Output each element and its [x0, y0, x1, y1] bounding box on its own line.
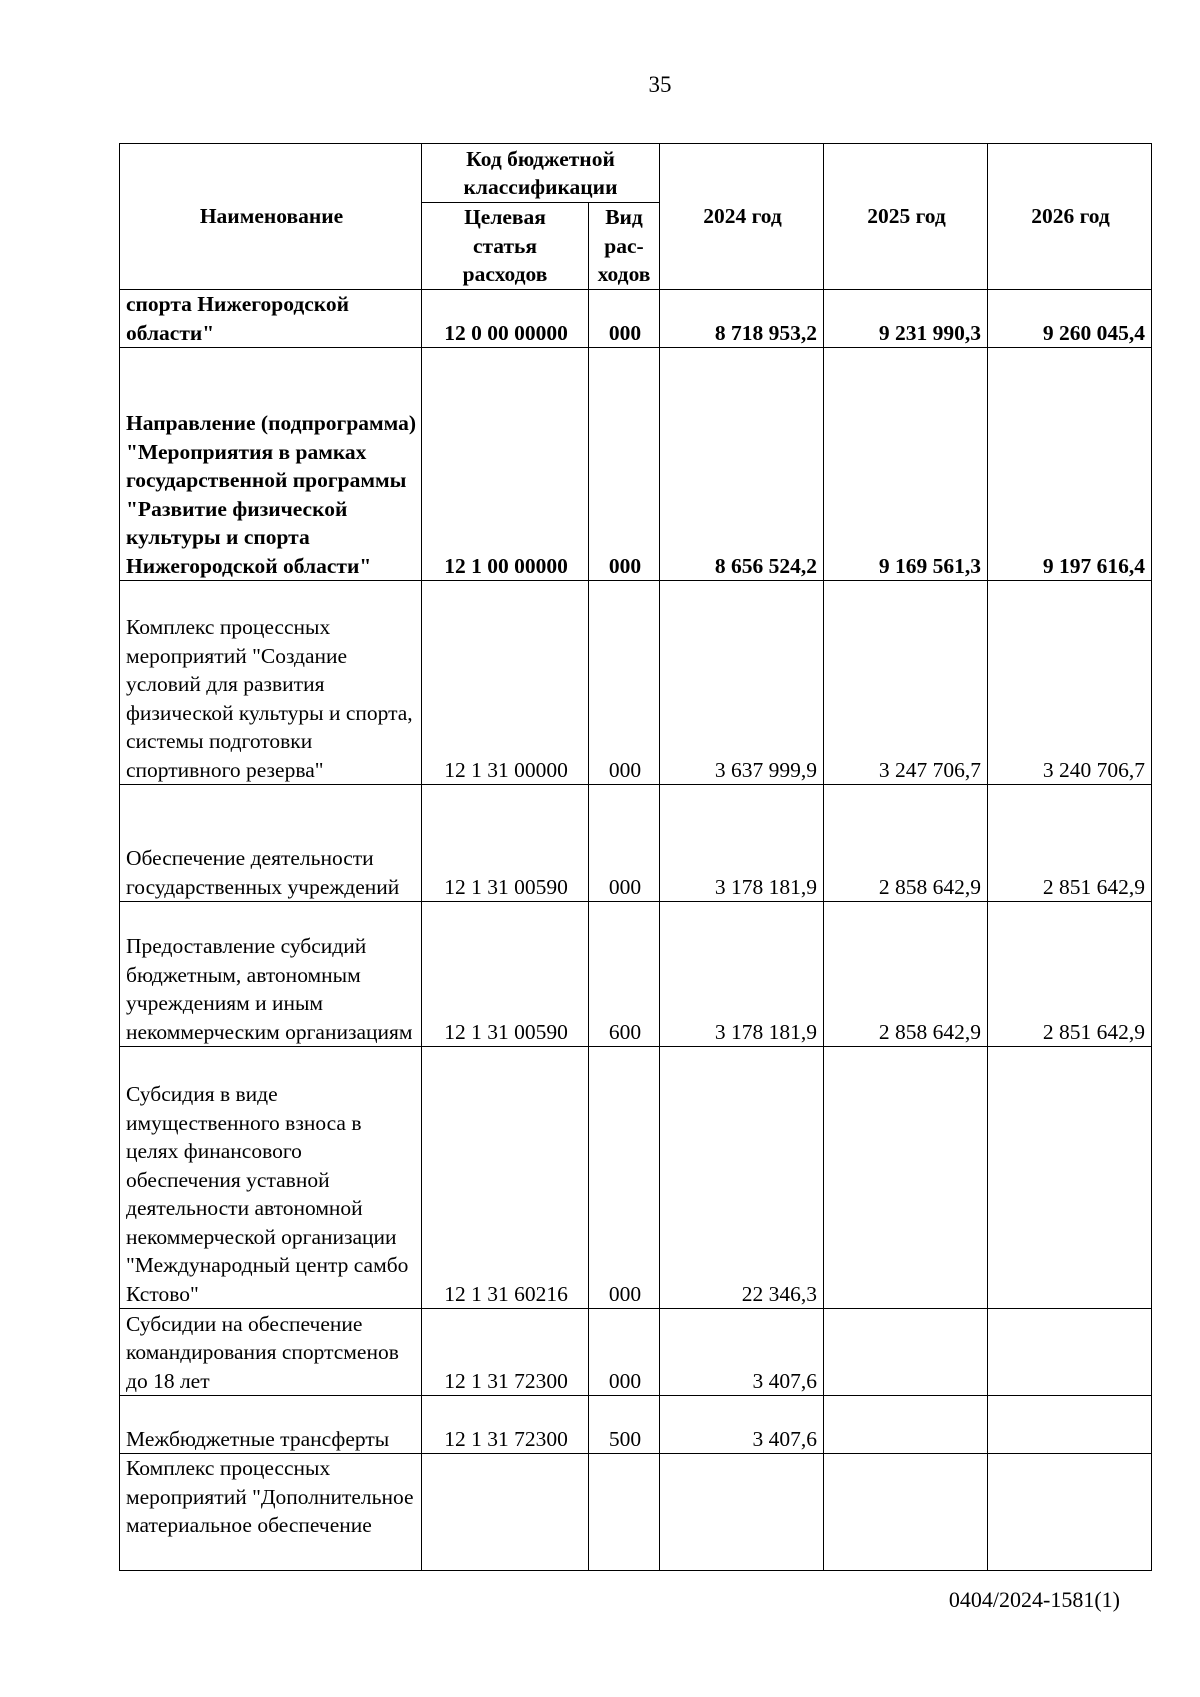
row-2024: 22 346,3 — [660, 1047, 824, 1309]
row-2025 — [824, 1454, 988, 1571]
table-row — [120, 290, 1152, 348]
row-2025: 9 169 561,3 — [824, 348, 988, 581]
row-kind: 000 — [589, 785, 660, 902]
row-2026: 3 240 706,7 — [988, 581, 1152, 785]
row-2024: 8 656 524,2 — [660, 348, 824, 581]
row-2024: 3 407,6 — [660, 1396, 824, 1454]
row-code: 12 1 31 00590 — [422, 785, 589, 902]
row-2025: 2 858 642,9 — [824, 785, 988, 902]
row-code — [422, 1454, 589, 1571]
row-2026: 2 851 642,9 — [988, 902, 1152, 1047]
row-2025: 3 247 706,7 — [824, 581, 988, 785]
row-name: Субсидия в виде имущественного взноса в целях финансового обеспечения уставной деятельности автономной некоммерческой организации "Международный центр самбо Кстово" — [120, 1047, 422, 1309]
row-2025: 9 231 990,3 — [824, 290, 988, 348]
row-2024 — [660, 1454, 824, 1571]
row-2025 — [824, 1309, 988, 1396]
header-name: Наименование — [120, 144, 422, 290]
row-2024: 3 407,6 — [660, 1309, 824, 1396]
table-row — [120, 348, 1152, 581]
row-2024: 3 178 181,9 — [660, 785, 824, 902]
header-2024: 2024 год — [660, 144, 824, 290]
row-2026 — [988, 1396, 1152, 1454]
header-target-article: Целевая статья расходов — [422, 203, 589, 290]
row-code: 12 1 31 72300 — [422, 1309, 589, 1396]
header-code-group: Код бюджетной классификации — [422, 144, 660, 203]
row-2026 — [988, 1309, 1152, 1396]
row-2026: 9 260 045,4 — [988, 290, 1152, 348]
row-name: Комплекс процессных мероприятий "Дополнительное материальное обеспечение — [120, 1454, 422, 1571]
row-name: Комплекс процессных мероприятий "Создание условий для развития физической культуры и спорта, системы подготовки спортивного резерва" — [120, 581, 422, 785]
row-2024: 3 637 999,9 — [660, 581, 824, 785]
row-kind: 000 — [589, 348, 660, 581]
budget-table — [119, 143, 1152, 1571]
table-row — [120, 785, 1152, 902]
header-2026: 2026 год — [988, 144, 1152, 290]
row-code: 12 1 31 00000 — [422, 581, 589, 785]
row-name: Обеспечение деятельности государственных учреждений — [120, 785, 422, 902]
row-2025 — [824, 1047, 988, 1309]
row-kind: 500 — [589, 1396, 660, 1454]
row-name: Межбюджетные трансферты — [120, 1396, 422, 1454]
row-2025: 2 858 642,9 — [824, 902, 988, 1047]
row-code: 12 0 00 00000 — [422, 290, 589, 348]
table-row — [120, 902, 1152, 1047]
row-2026: 2 851 642,9 — [988, 785, 1152, 902]
row-kind: 000 — [589, 290, 660, 348]
row-code: 12 1 31 00590 — [422, 902, 589, 1047]
row-kind: 000 — [589, 1047, 660, 1309]
row-kind: 000 — [589, 1309, 660, 1396]
row-name: Предоставление субсидий бюджетным, автономным учреждениям и иным некоммерческим организациям — [120, 902, 422, 1047]
header-2025: 2025 год — [824, 144, 988, 290]
page-number: 35 — [648, 72, 672, 97]
row-code: 12 1 00 00000 — [422, 348, 589, 581]
row-code: 12 1 31 72300 — [422, 1396, 589, 1454]
row-2025 — [824, 1396, 988, 1454]
table-row — [120, 1047, 1152, 1309]
row-kind: 000 — [589, 581, 660, 785]
table-row — [120, 1396, 1152, 1454]
table-row — [120, 1454, 1152, 1571]
row-2026: 9 197 616,4 — [988, 348, 1152, 581]
row-2026 — [988, 1454, 1152, 1571]
document-registration-code: 0404/2024-1581(1) — [948, 1587, 1120, 1612]
row-2024: 3 178 181,9 — [660, 902, 824, 1047]
header-expense-type: Вид рас-ходов — [589, 203, 660, 290]
row-2026 — [988, 1047, 1152, 1309]
row-2024: 8 718 953,2 — [660, 290, 824, 348]
row-name: Субсидии на обеспечение командирования спортсменов до 18 лет — [120, 1309, 422, 1396]
row-kind: 600 — [589, 902, 660, 1047]
row-name: Направление (подпрограмма) "Мероприятия в рамках государственной программы "Развитие физической культуры и спорта Нижегородской области" — [120, 348, 422, 581]
table-row — [120, 1309, 1152, 1396]
row-kind — [589, 1454, 660, 1571]
table-row — [120, 581, 1152, 785]
row-name: спорта Нижегородской области" — [120, 290, 422, 348]
row-code: 12 1 31 60216 — [422, 1047, 589, 1309]
